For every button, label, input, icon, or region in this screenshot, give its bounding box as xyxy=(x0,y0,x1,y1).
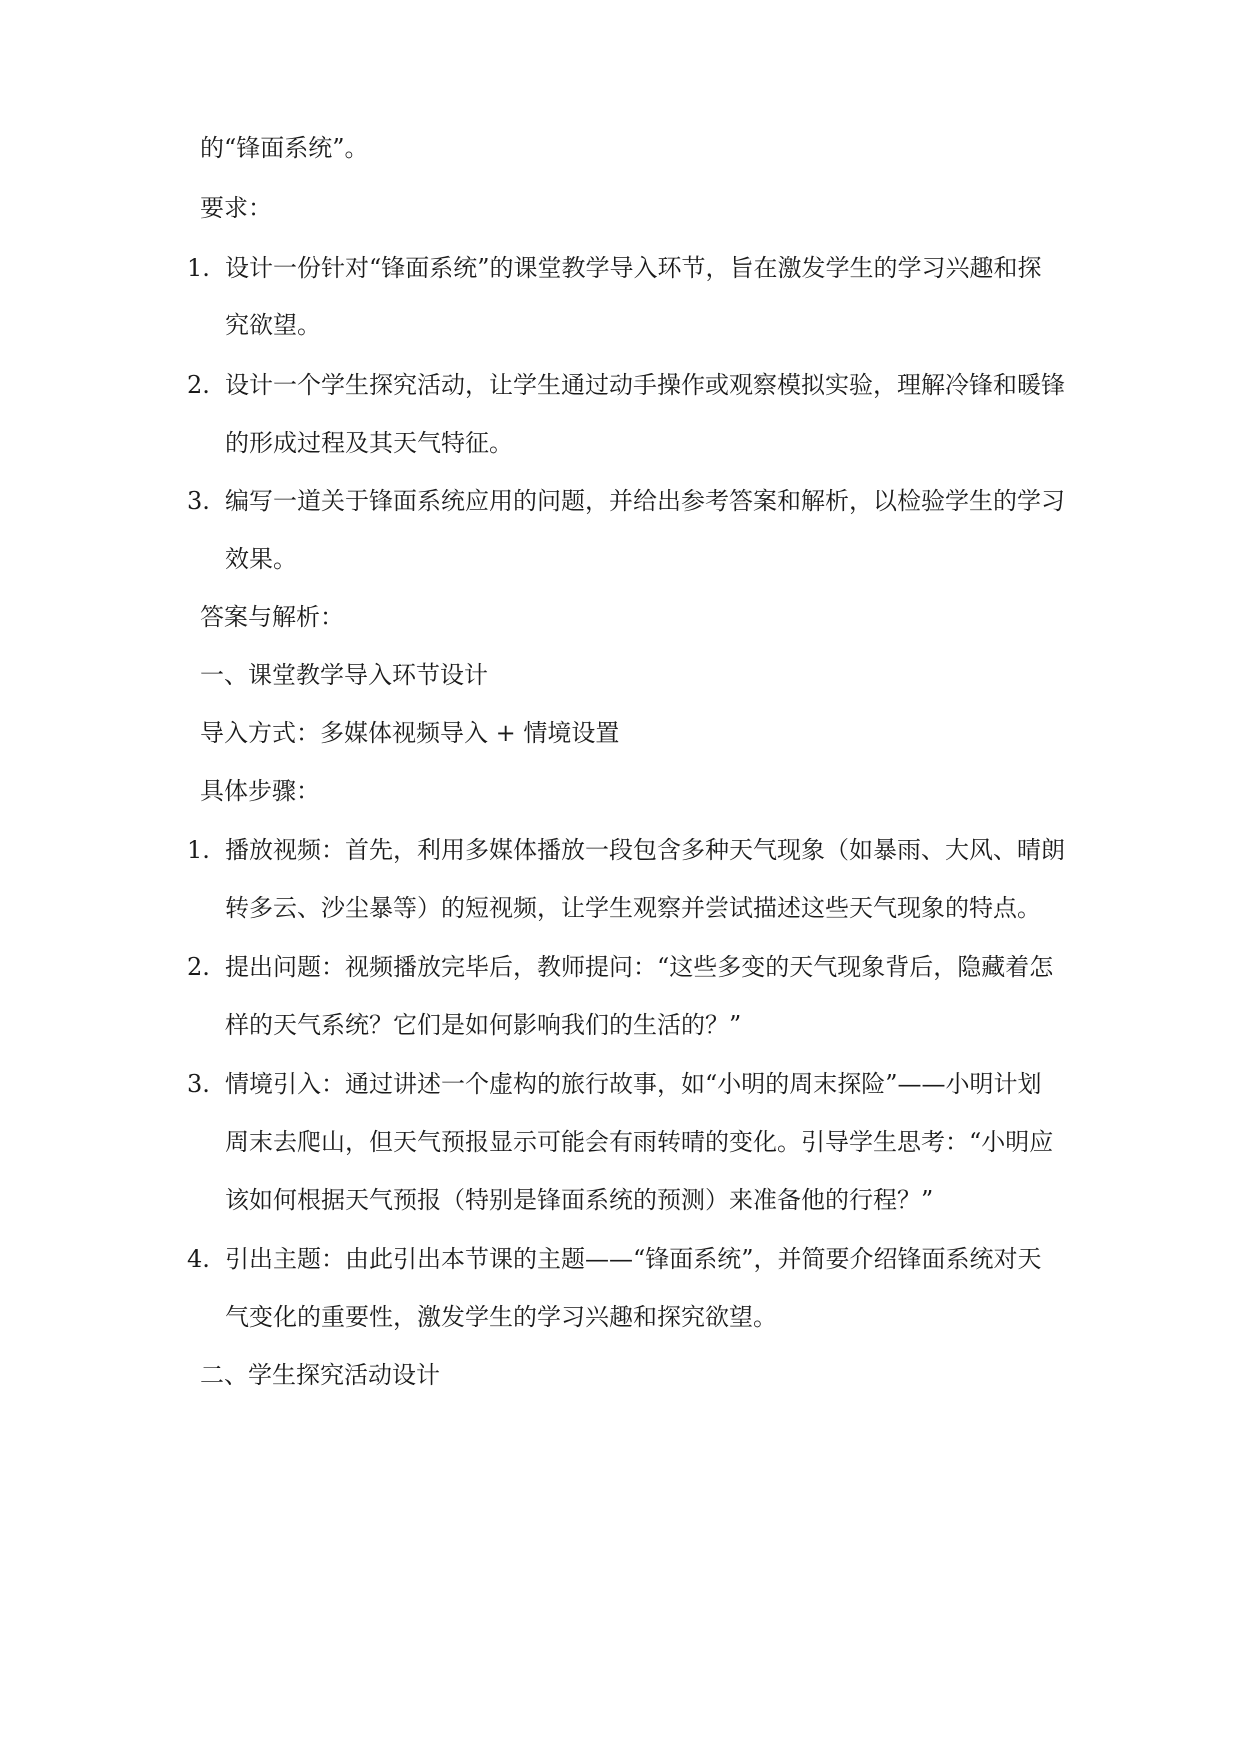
step-text: 情境引入：通过讲述一个虚构的旅行故事，如“小明的周末探险”——小明计划 xyxy=(225,1070,1042,1098)
step-number: 4. xyxy=(187,1245,210,1273)
step-text: 播放视频：首先，利用多媒体播放一段包含多种天气现象（如暴雨、大风、晴朗 xyxy=(225,836,1065,864)
requirement-text: 的形成过程及其天气特征。 xyxy=(225,429,513,457)
step-text: 样的天气系统？它们是如何影响我们的生活的？” xyxy=(225,1011,742,1039)
step-text: 周末去爬山，但天气预报显示可能会有雨转晴的变化。引导学生思考：“小明应 xyxy=(225,1128,1054,1156)
requirement-text: 究欲望。 xyxy=(225,311,321,339)
requirement-text: 设计一份针对“锋面系统”的课堂教学导入环节，旨在激发学生的学习兴趣和探 xyxy=(225,254,1042,282)
step-text: 提出问题：视频播放完毕后，教师提问：“这些多变的天气现象背后，隐藏着怎 xyxy=(225,953,1054,981)
step-number: 1. xyxy=(187,836,210,864)
section-heading: 一、课堂教学导入环节设计 xyxy=(200,661,488,689)
requirement-number: 3. xyxy=(187,487,210,515)
requirement-text: 设计一个学生探究活动，让学生通过动手操作或观察模拟实验，理解冷锋和暖锋 xyxy=(225,371,1065,399)
requirements-heading: 要求： xyxy=(200,194,272,222)
section-heading: 二、学生探究活动设计 xyxy=(200,1361,440,1389)
intro-tail: 的“锋面系统”。 xyxy=(200,134,369,162)
step-number: 3. xyxy=(187,1070,210,1098)
step-text: 转多云、沙尘暴等）的短视频，让学生观察并尝试描述这些天气现象的特点。 xyxy=(225,894,1041,922)
requirement-text: 编写一道关于锋面系统应用的问题，并给出参考答案和解析，以检验学生的学习 xyxy=(225,487,1065,515)
step-text: 气变化的重要性，激发学生的学习兴趣和探究欲望。 xyxy=(225,1303,777,1331)
step-number: 2. xyxy=(187,953,210,981)
step-text: 该如何根据天气预报（特别是锋面系统的预测）来准备他的行程？” xyxy=(225,1186,934,1214)
step-text: 引出主题：由此引出本节课的主题——“锋面系统”，并简要介绍锋面系统对天 xyxy=(225,1245,1042,1273)
answer-heading: 答案与解析： xyxy=(200,603,344,631)
steps-heading: 具体步骤： xyxy=(200,777,320,805)
requirement-number: 2. xyxy=(187,371,210,399)
requirement-text: 效果。 xyxy=(225,545,297,573)
requirement-number: 1. xyxy=(187,254,210,282)
intro-method: 导入方式：多媒体视频导入 + 情境设置 xyxy=(200,719,620,747)
